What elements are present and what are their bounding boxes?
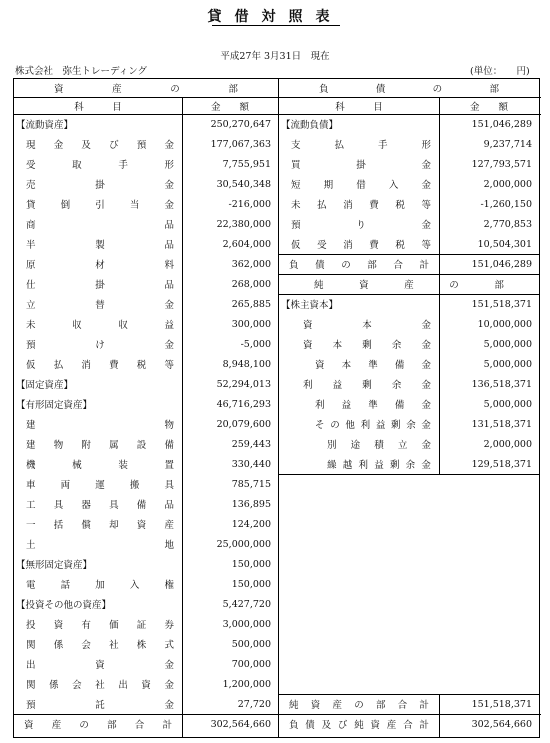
asset-amount: 362,000	[231, 258, 271, 270]
liability-amount: 10,504,301	[477, 238, 532, 250]
equity-amount: 5,000,000	[483, 338, 532, 350]
asset-amount: 25,000,000	[216, 538, 271, 550]
asset-item-label: 建 物	[26, 420, 174, 431]
assets-total-amount: 302,564,660	[210, 718, 271, 730]
asset-amount: 259,443	[231, 438, 271, 450]
asset-amount: 52,294,013	[216, 378, 271, 390]
equity-total-amount: 151,518,371	[471, 698, 532, 710]
asset-amount: 1,200,000	[222, 678, 271, 690]
liability-item-label: 買 掛 金	[291, 160, 431, 171]
asset-amount: 7,755,951	[222, 158, 271, 170]
asset-amount: 8,948,100	[222, 358, 271, 370]
equity-heading: 純 資 産 の 部	[314, 280, 504, 291]
liability-item-label: 仮 受 消 費 税 等	[291, 240, 431, 251]
asset-item-label: 関 係 会 社 出 資 金	[26, 680, 174, 691]
equity-total-label: 純 資 産 の 部 合 計	[289, 700, 429, 711]
balance-sheet-table	[13, 78, 540, 738]
liability-amount: -1,260,150	[480, 198, 532, 210]
asset-amount: 150,000	[231, 578, 271, 590]
asset-item-label: 立 替 金	[26, 300, 174, 311]
equity-item-label: 資 本 金	[303, 320, 431, 331]
asset-section-label: 【有形固定資産】	[16, 400, 93, 411]
equity-item-label: そ の 他 利 益 剰 余 金	[315, 420, 431, 431]
liability-amount: 9,237,714	[483, 138, 532, 150]
liability-item-label: 預 り 金	[291, 220, 431, 231]
asset-amount: 136,895	[231, 498, 271, 510]
asset-amount: 20,079,600	[216, 418, 271, 430]
liability-amount: 127,793,571	[471, 158, 532, 170]
asset-item-label: 関 係 会 社 株 式	[26, 640, 174, 651]
liability-item-label: 支 払 手 形	[291, 140, 431, 151]
liabilities-amount-heading: 金 額	[469, 101, 508, 113]
asset-item-label: 預 け 金	[26, 340, 174, 351]
company-name: 株式会社 弥生トレーディング	[15, 66, 148, 77]
liabilities-total-label: 負 債 の 部 合 計	[289, 260, 429, 271]
liabilities-total-amount: 151,046,289	[471, 258, 532, 270]
equity-item-label: 資 本 準 備 金	[315, 360, 431, 371]
asset-section-label: 【固定資産】	[16, 380, 74, 391]
liabilities-heading: 負 債 の 部	[319, 84, 499, 95]
equity-item-label: 資 本 剰 余 金	[303, 340, 431, 351]
asset-amount: 177,067,363	[210, 138, 271, 150]
grand-total-amount: 302,564,660	[471, 718, 532, 730]
assets-account-heading: 科 目	[74, 101, 122, 113]
assets-amount-divider	[182, 97, 183, 737]
asset-item-label: 商 品	[26, 220, 174, 231]
liabilities-amount-divider-upper	[439, 97, 440, 474]
asset-item-label: 電 話 加 入 権	[26, 580, 174, 591]
equity-amount: 151,518,371	[471, 298, 532, 310]
asset-amount: 5,427,720	[222, 598, 271, 610]
equity-item-label: 利 益 準 備 金	[315, 400, 431, 411]
asset-item-label: 預 託 金	[26, 700, 174, 711]
asset-amount: 330,440	[231, 458, 271, 470]
equity-section-label: 【株主資本】	[281, 300, 339, 311]
liability-section-label: 【流動負債】	[281, 120, 339, 131]
asset-item-label: 一 括 償 却 資 産	[26, 520, 174, 531]
asset-item-label: 売 掛 金	[26, 180, 174, 191]
center-divider	[278, 79, 279, 737]
equity-amount: 136,518,371	[471, 378, 532, 390]
asset-amount: 265,885	[231, 298, 271, 310]
asset-amount: 300,000	[231, 318, 271, 330]
asset-item-label: 現 金 及 び 預 金	[26, 140, 174, 151]
asset-amount: 27,720	[237, 698, 271, 710]
unit-label: (単位： 円)	[470, 66, 530, 77]
equity-item-label: 利 益 剰 余 金	[303, 380, 431, 391]
asset-item-label: 半 製 品	[26, 240, 174, 251]
liability-amount: 151,046,289	[471, 118, 532, 130]
asset-item-label: 土 地	[26, 540, 174, 551]
title-underline	[212, 25, 340, 26]
asset-item-label: 工 具 器 具 備 品	[26, 500, 174, 511]
equity-end-divider	[279, 474, 539, 475]
equity-amount: 129,518,371	[471, 458, 532, 470]
asset-item-label: 投 資 有 価 証 券	[26, 620, 174, 631]
liability-item-label: 未 払 消 費 税 等	[291, 200, 431, 211]
asset-item-label: 建 物 附 属 設 備	[26, 440, 174, 451]
asset-amount: 700,000	[231, 658, 271, 670]
grand-total-label: 負 債 及 び 純 資 産 合 計	[289, 720, 429, 731]
asset-amount: 250,270,647	[210, 118, 271, 130]
asset-amount: 2,604,000	[222, 238, 271, 250]
asset-item-label: 車 両 運 搬 具	[26, 480, 174, 491]
liability-item-label: 短 期 借 入 金	[291, 180, 431, 191]
asset-item-label: 仕 掛 品	[26, 280, 174, 291]
asset-amount: 268,000	[231, 278, 271, 290]
assets-heading: 資 産 の 部	[54, 84, 238, 95]
document-title: 貸借対照表	[207, 9, 343, 25]
asset-section-label: 【流動資産】	[16, 120, 74, 131]
asset-amount: -216,000	[228, 198, 271, 210]
asset-section-label: 【投資その他の資産】	[16, 600, 112, 611]
asset-amount: 46,716,293	[216, 398, 271, 410]
liability-amount: 2,770,853	[483, 218, 532, 230]
equity-amount: 5,000,000	[483, 398, 532, 410]
equity-amount: 2,000,000	[483, 438, 532, 450]
asset-amount: 150,000	[231, 558, 271, 570]
asset-item-label: 受 取 手 形	[26, 160, 174, 171]
asset-amount: 500,000	[231, 638, 271, 650]
liabilities-amount-divider-lower	[439, 694, 440, 737]
assets-total-label: 資 産 の 部 合 計	[24, 720, 172, 731]
asset-item-label: 貸 倒 引 当 金	[26, 200, 174, 211]
equity-amount: 131,518,371	[471, 418, 532, 430]
asset-item-label: 未 収 収 益	[26, 320, 174, 331]
asset-item-label: 出 資 金	[26, 660, 174, 671]
asset-section-label: 【無形固定資産】	[16, 560, 93, 571]
asset-amount: 30,540,348	[216, 178, 271, 190]
asset-amount: 3,000,000	[222, 618, 271, 630]
liabilities-account-heading: 科 目	[335, 101, 383, 113]
equity-item-label: 繰 越 利 益 剰 余 金	[327, 460, 431, 471]
assets-amount-heading: 金 額	[210, 101, 249, 113]
as-of-date: 平成27年 3月31日 現在	[220, 51, 330, 62]
asset-item-label: 仮 払 消 費 税 等	[26, 360, 174, 371]
liability-amount: 2,000,000	[483, 178, 532, 190]
equity-amount: 5,000,000	[483, 358, 532, 370]
asset-amount: 785,715	[231, 478, 271, 490]
asset-item-label: 原 材 料	[26, 260, 174, 271]
asset-amount: -5,000	[240, 338, 271, 350]
asset-amount: 22,380,000	[216, 218, 271, 230]
equity-amount: 10,000,000	[477, 318, 532, 330]
asset-amount: 124,200	[231, 518, 271, 530]
asset-item-label: 機 械 装 置	[26, 460, 174, 471]
equity-item-label: 別 途 積 立 金	[327, 440, 431, 451]
